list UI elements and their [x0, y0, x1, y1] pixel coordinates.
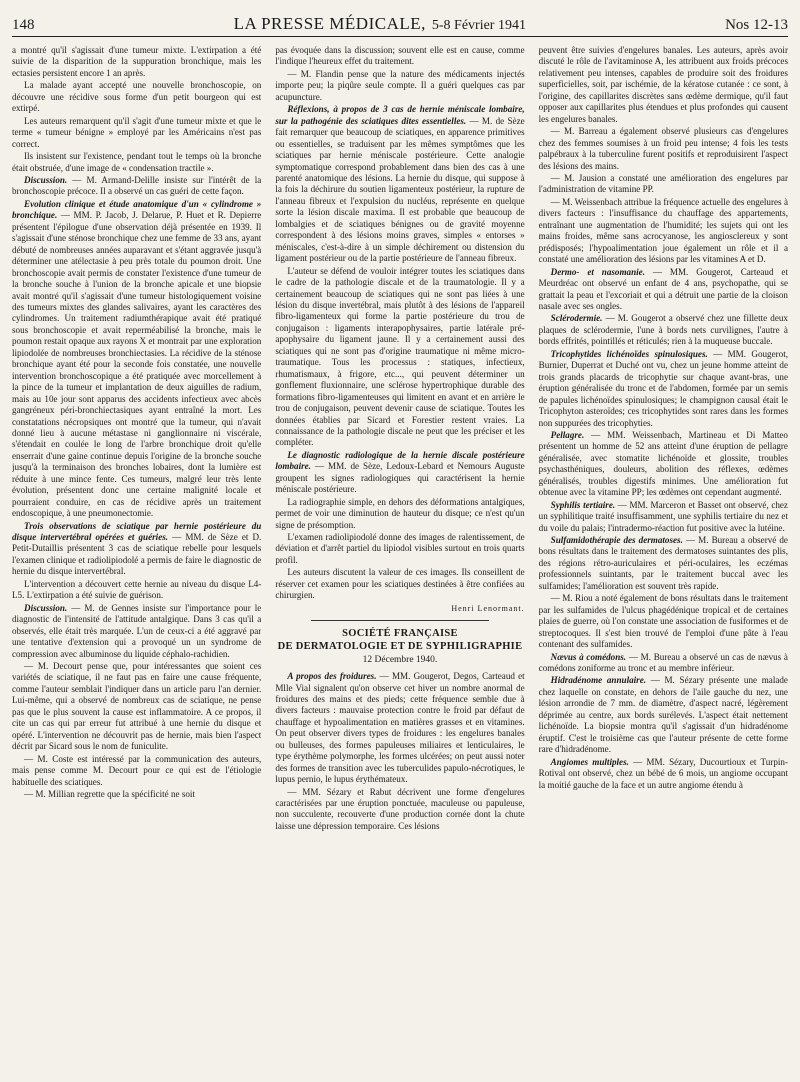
paragraph-text: — MM. P. Jacob, J. Delarue, P. Huet et R. Depierre présentent l'épilogue d'une observation déjà présentée en 1939. Il s'agissait d'une sténose bronchique chez une femme de 33 ans, ayant débuté de nombreuses années auparavant et s'étant aggravée jusqu'à déterminer une atélectasie à peu près totale du poumon droit. Une bronchoscopie avait permis de constater l'existence d'une tumeur de la bronche souche à l'union de la bronche apicale et une biopsie avait montré qu'il s'agissait d'une tumeur histologiquement voisine des tumeurs mixtes des glandes salivaires, ayant les caractères des cylindromes. Un traitement radiumthérapique avait été pratiqué sous bronchoscopie et avait reperméabilisé la bronche, mais le poumon restait opaque aux rayons X et montrait par une exploration lipiodolée de nombreuses bronchiectasies. La récidive de la sténose bronchique ayant été pour la seconde fois constatée, une nouvelle intervention bronchoscopique a été pratiquée avec morcellement à la pince de la tumeur et implantation de deux aiguilles de radium, mais au 10e jour sont apparus des accidents infectieux avec abcès gangréneux péri-bronchiectasiques ayant entraîné la mort. Les constatations nécropsiques ont montré que la tumeur, qui n'avait donné lieu à aucune métastase ni ganglionnaire ni viscérale, s'étendait en coulée le long de l'arbre bronchique droit qu'elle enserrait d'une gaine continue depuis l'origine de la bronche souche jusqu'à la terminaison des bronches lobaires, dont la lumière est réduite à une mince fente. Ces tumeurs, malgré leur très lente évolution, présentent donc une certaine malignité locale et pourraient conduire, en cas de récidive après un traitement endoscopique, à une pneumonectomie.: [12, 210, 262, 519]
paragraph-text: — MM. de Sèze et D. Petit-Dutaillis présentent 3 cas de sciatique rebelle pour lesquels l'examen clinique et radiolipiodolé a permis de faire le diagnostic de hernie du disque intervertébral.: [12, 532, 262, 577]
paragraph: [539, 430, 788, 499]
paragraph-text: L'examen radiolipiodolé donne des images de ralentissement, de déviation et d'arrêt partiel du lipiodol visibles surtout en trois quarts profil.: [275, 532, 525, 565]
paragraph-heading: A propos des froidures.: [287, 671, 377, 682]
paragraph: [539, 652, 788, 675]
paragraph-text: pas évoquée dans la discussion; souvent elle est en cause, comme l'indique l'heureux effet du traitement.: [275, 45, 525, 67]
paragraph-text: L'intervention a découvert cette hernie au niveau du disque L4-L5. L'extirpation a été suivie de guérison.: [12, 578, 262, 601]
paragraph: [539, 197, 788, 266]
paragraph: [275, 567, 524, 601]
paragraph-heading: Discussion.: [24, 602, 68, 613]
paragraph: [12, 661, 261, 753]
paragraph-heading: Trois observations de sciatique par hernie postérieure du disque intervertébral opérées et guéries.: [12, 520, 262, 543]
paragraph-heading: Hidradénome annulaire.: [550, 675, 647, 686]
paragraph: [539, 593, 788, 650]
paragraph-heading: Le diagnostic radiologique de la hernie discale postérieure lombaire.: [275, 449, 525, 472]
paragraph-text: — M. de Gennes insiste sur l'importance pour le diagnostic de l'intensité de l'attitude antalgique. Dans 3 cas qu'il a observés, elle était très marquée. L'un de ceux-ci a été aggravé par une tentative d'extension qui a provoqué un un syndrome de compression avec albuminose du liquide céphalo-rachidien.: [12, 602, 262, 659]
paragraph-heading: Dermo- et nasomanie.: [550, 266, 645, 277]
paragraph: [12, 789, 261, 800]
paragraph: [12, 151, 261, 174]
paragraph-text: La radiographie simple, en dehors des déformations antalgiques, permet de voir une diminution de hauteur du disque; ce n'est qu'un signe de présomption.: [275, 496, 525, 530]
paragraph: [275, 532, 524, 566]
paragraph-text: — M. Armand-Delille insiste sur l'intérêt de la bronchoscopie précoce. Il a observé un cas guéri de cette façon.: [12, 174, 262, 197]
paragraph: [539, 349, 788, 429]
paragraph-text: — MM. Gougerot, Burnier, Duperrat et Duché ont vu, chez un jeune homme atteint de trois grands placards de tricophytie sur chaque avant-bras, une éruption généralisée du tronc et de l'abdomen, formée par un semis de papules lichénoïdes spinulosiques; le champignon causal était le Tricophyton asteroïdes; ces tricophytides sont rares dans les formes non suppurées des tricophyties.: [538, 348, 788, 428]
paragraph-heading: Sulfamidothérapie des dermatoses.: [550, 535, 683, 546]
text-columns: [12, 45, 788, 1079]
paragraph: [539, 675, 788, 755]
paragraph-text: — M. Barreau a également observé plusieurs cas d'engelures chez des femmes soumises à un froid peu intense; 4 fois les tests palpébraux à la tuberculine furent positifs et reproduisirent l'aspect des lésions des mains.: [538, 126, 788, 171]
paragraph: [539, 500, 788, 534]
paragraph: [539, 173, 788, 196]
paragraph: [275, 450, 524, 496]
paragraph-heading: Réflexions, à propos de 3 cas de hernie méniscale lombaire, sur la pathogénie des sciatiques dites essentielles.: [275, 104, 525, 126]
issue-date: 5-8 Février 1941: [431, 18, 526, 33]
paragraph-text: — M. de Sèze fait remarquer que beaucoup de sciatiques, en apparence primitives ou essentielles, se traduisent par les mêmes symptômes que les sciatiques par hernie méniscale postérieure. Cette analogie symptomatique correspond probablement dans bien des cas à une parenté anatomique des lésions. La hernie du disque, qui suppose à la fois la déchirure du soutien ligamenteux postérieur, la rupture de l'anneau fibreux et l'expulsion du nucléus, représente en quelque sorte la lésion discale maxima. Il est probable que beaucoup de lombalgies et de sciatiques bénignes ou de gravité moyenne correspondent à des lésions moins graves, simples « entorses » méniscales, c'est-à-dire à un simple déchirement ou distension du ligament postérieur ou de la partie postérieure de l'anneau fibreux.: [275, 115, 525, 264]
paragraph: [275, 45, 524, 68]
paragraph-text: — M. Coste est intéressé par la communication des auteurs, mais pense comme M. Decourt pour ce qui est de l'étiologie habituelle des sciatiques.: [12, 753, 262, 787]
paragraph-text: — M. Bureau a observé un cas de nævus à comédons zoniforme au tronc et au membre inférieur.: [538, 651, 788, 674]
paragraph-text: — MM. de Sèze, Ledoux-Lebard et Nemours Auguste groupent les signes radiologiques qui caractérisent la hernie méniscale postérieure.: [275, 461, 525, 495]
paragraph-heading: Pellagre.: [550, 429, 585, 440]
paragraph: [12, 199, 261, 520]
paragraph-heading: Sclérodermie.: [550, 313, 603, 324]
paragraph-text: — M. Decourt pense que, pour intéressantes que soient ces variétés de sciatique, il ne faut pas en faire une cause fréquente, comme l'auteur semblait l'indiquer dans un article paru l'an dernier. Lui-même, qui a observé de nombreux cas de sciatique, ne pense pas que le plus souvent la cause est inflammatoire. A ce propos, il cite un cas qui par erreur fut attribué à une hernie du disque et opéré. L'intervention ne découvrit pas de hernie, mais bien l'aspect décrit par Sicard sous le nom de funiculite.: [12, 661, 262, 752]
column-1: [12, 45, 261, 1079]
column-3: [539, 45, 788, 1079]
paragraph-text: — MM. Marceron et Basset ont observé, chez un syphilitique traité insuffisamment, une syphilis tertiaire du nez et du voile du palais; l'intradermo-réaction fut positive avec la lutéine.: [538, 499, 788, 533]
issue-number: Nos 12-13: [725, 17, 788, 33]
paragraph-text: — M. Jausion a constaté une amélioration des engelures par l'administration de vitamine PP.: [538, 172, 788, 195]
paragraph: [12, 80, 261, 114]
paragraph-text: — M. Flandin pense que la nature des médicaments injectés importe peu; la piqûre seule compte. Il a guéri quelques cas par acupuncture.: [275, 68, 525, 102]
paragraph: [12, 754, 261, 788]
paragraph: [539, 126, 788, 172]
paragraph-heading: Angiomes multiples.: [550, 756, 629, 767]
paragraph-heading: Syphilis tertiaire.: [550, 499, 616, 510]
paragraph-heading: Evolution clinique et étude anatomique d'un « cylindrome » bronchique.: [12, 198, 262, 221]
section-date: 12 Décembre 1940.: [362, 655, 438, 666]
paragraph-text: a montré qu'il s'agissait d'une tumeur mixte. L'extirpation a été suivie de la disparition de la suppuration bronchique, mais les ectasies persistent encore 1 an après.: [12, 45, 262, 78]
paragraph: [12, 603, 261, 660]
paragraph-text: — M. Millian regrette que la spécificité ne soit: [24, 789, 195, 799]
paragraph: [12, 579, 261, 602]
paragraph: [275, 104, 524, 264]
paragraph: [12, 116, 261, 150]
section-heading: SOCIÉTÉ FRANÇAISE DE DERMATOLOGIE ET DE SYPHILIGRAPHIE: [277, 627, 523, 652]
paragraph: [12, 175, 261, 198]
paragraph-heading: Tricophytides lichénoïdes spinulosiques.: [550, 348, 708, 359]
paragraph-text: — MM. Sézary et Rabut décrivent une forme d'engelures caractérisées par une éruption ponctuée, maculeuse ou papuleuse, non succulente, recouverte d'une production cornée dont la chute laisse une dépression temporaire. Ces lésions: [275, 786, 525, 831]
paragraph-heading: Nævus à comédons.: [550, 651, 627, 662]
paragraph: [539, 267, 788, 313]
page-header: [12, 14, 788, 37]
paragraph-text: peuvent être suivies d'engelures banales. Les auteurs, après avoir discuté le rôle de l'avitaminose A, les attribuent aux froids précoces relativement peu intenses, capables de produire soit des froidures superficielles, soit, par ischémie, de la kératose cutanée : ce sont, à l'origine, des capillarites discrètes sans œdème dermique, qu'il faut opposer aux capillarites plus étendues et plus profondes qui causent les engelures banales.: [538, 45, 788, 124]
paragraph: [539, 45, 788, 125]
paragraph: [539, 535, 788, 592]
column-2: [275, 45, 524, 1079]
paragraph-text: Ils insistent sur l'existence, pendant tout le temps où la bronche était obstruée, d'une image de « condensation tractile ».: [12, 151, 262, 173]
paragraph-text: — M. Sézary présente une malade chez laquelle on constate, en dehors de l'aile gauche du nez, une lésion arrondie de 7 mm. de diamètre, d'aspect nacré, légèrement déprimée au centre, aux bords surélevés. L'aspect était nettement lichénoïde. La biopsie montra qu'il s'agissait d'un hidradénome éruptif. C'est le troisième cas que l'auteur présente de cette forme rare d'hidradénome.: [538, 675, 788, 755]
paragraph: [539, 313, 788, 347]
masthead: [234, 14, 526, 34]
paragraph: [275, 497, 524, 531]
paragraph: [539, 757, 788, 791]
paragraph-text: — MM. Gougerot, Degos, Carteaud et Mlle Vial signalent qu'on observe cet hiver un nombre anormal de froidures des mains et des pieds; cette fréquence semble due à divers facteurs : mauvaise protection contre le froid par défaut de chauffage et hypoalimentation en matières grasses et en vitamines. On peut observer divers types de froidures : les engelures banales ou bulleuses, des formes papuleuses miliaires et lenticulaires, le type érythème polymorphe, les formes ulcérées; on peut aussi noter des formes de transition avec les tuberculides papulo-nécrotiques, le lupus pernio, le lupus érythémateux.: [275, 671, 525, 785]
paragraph: [12, 521, 261, 578]
paragraph-text: Les auteurs remarquent qu'il s'agit d'une tumeur mixte et que le terme « tumeur bénigne » employé par les Américains n'est pas correct.: [12, 115, 262, 149]
section-rule: [311, 620, 488, 621]
paragraph-text: — M. Riou a noté également de bons résultats dans le traitement par les sulfamides de l'ulcus phagédénique tropical et de certaines plaies de guerre, où l'on constate une association de fusiformes et de streptocoques. Il s'est bien trouvé de l'emploi d'une pâte à l'eau contenant des sulfamides.: [538, 593, 788, 650]
paragraph-text: — MM. Sézary, Ducourtioux et Turpin-Rotival ont observé, chez un bébé de 6 mois, un angiome occupant la moitié gauche de la face et un autre angiome étendu à: [538, 756, 788, 790]
paragraph-text: L'auteur se défend de vouloir intégrer toutes les sciatiques dans le cadre de la pathologie discale et de la traumatologie. Il y a certainement beaucoup de sciatiques qui ne sont pas liées à une lésion du disque invertébral, mais plutôt à des lésions de l'appareil fibro-ligamenteux qui forme la partie postérieure du trou de conjugaison : ligaments interapophysaires, partie latérale pré-apophysaire du ligament jaune. Il y a certainement aussi des sciatiques qui ne sont pas d'origine traumatique ni même micro-traumatique. Tous les processus : statiques, infectieux, rhumatismaux, à frigore, etc..., qui peuvent déterminer un gonflement fluxionnaire, une sclérose hypertrophique durable des formations fibro-ligamenteuses qui limitent en avant et en arrière le trou de conjugaison, peuvent devenir cause de sciatique. Toutes les données établies par Sicard et Forestier restent vraies. La connaissance de la pathologie discale ne peut que les préciser et les compléter.: [275, 265, 525, 448]
paragraph-text: La malade ayant accepté une nouvelle bronchoscopie, on découvre une récidive sous forme d'un petit bourgeon qui est extirpé.: [12, 80, 262, 114]
paragraph: [275, 266, 524, 449]
paragraph-text: Les auteurs discutent la valeur de ces images. Ils conseillent de réserver cet examen pour les sciatiques destinées à être confiées au chirurgien.: [275, 567, 525, 601]
paragraph: [275, 671, 524, 786]
paragraph-text: — MM. Gougerot, Carteaud et Meurdréac ont observé un enfant de 4 ans, psychopathe, qui se grattait la peau et l'excoriait et qui a détruit une partie de la cloison nasale avec ses ongles.: [538, 266, 788, 311]
paragraph-text: — M. Weissenbach attribue la fréquence actuelle des engelures à divers facteurs : l'insuffisance du chauffage des appartements, entraînant une augmentation de l'humidité; les sujets qui ont les mains froides, même sans acrocyanose, les angiosclereux y sont prédisposés; l'hypoalimentation joue également un rôle et il a constaté une amélioration des lésions par les vitamines A et D.: [538, 196, 788, 265]
paragraph: [12, 45, 261, 79]
paragraph-text: — MM. Weissenbach, Martineau et Di Matteo présentent un homme de 52 ans atteint d'une éruption de pellagre généralisée, avec stomatite lichénoïde et glossite, troubles psychasthéniques, douleurs, abolition des réflexes, œdèmes généralisés, troubles digestifs minimes. Une amélioration fut obtenue avec la vitamine PP; les œdèmes ont cependant augmenté.: [538, 429, 788, 498]
paragraph-text: — M. Bureau a observé de bons résultats dans le traitement des dermatoses suintantes des plis, des régions rétro-auriculaires et péri-oculaires, les eczémas professionnels suintants, par le traitement buccal avec les sulfamides; l'amélioration est souvent très rapide.: [538, 535, 788, 591]
paragraph-text: — M. Gougerot a observé chez une fillette deux plaques de sclérodermie, l'une à bords nets curvilignes, l'autre à bords effrités, pointillés et réticulés; rien à la muqueuse buccale.: [538, 313, 788, 347]
journal-title: LA PRESSE MÉDICALE,: [233, 14, 426, 33]
paragraph: [275, 787, 524, 833]
page-number: 148: [12, 17, 35, 33]
paragraph-heading: Discussion.: [24, 174, 68, 185]
author-signature: Henri Lenormant.: [451, 603, 525, 613]
paragraph: [275, 69, 524, 103]
